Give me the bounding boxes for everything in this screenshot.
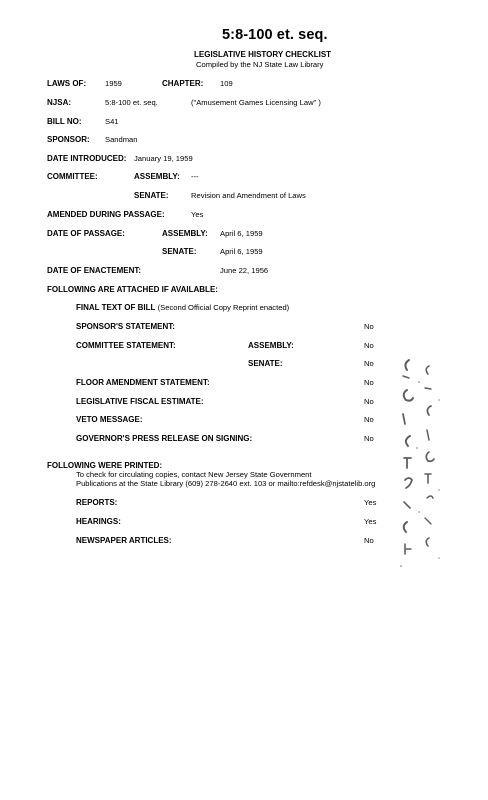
njsa-short-title: ("Amusement Games Licensing Law" ) — [191, 98, 321, 107]
committee-label: COMMITTEE: — [47, 172, 98, 181]
laws-of-value: 1959 — [105, 79, 122, 88]
do-not-remove-stamp — [395, 352, 447, 574]
committee-statement-assembly-value: No — [364, 341, 374, 350]
committee-statement-label: COMMITTEE STATEMENT: — [76, 341, 176, 350]
newspaper-articles-label: NEWSPAPER ARTICLES: — [76, 536, 172, 545]
final-text-line — [76, 303, 289, 312]
amended-label: AMENDED DURING PASSAGE: — [47, 210, 165, 219]
sponsor-statement-label: SPONSOR'S STATEMENT: — [76, 322, 175, 331]
final-text-note: (Second Official Copy Reprint enacted) — [157, 303, 290, 312]
press-release-value: No — [364, 434, 374, 443]
printed-note-line-2: Publications at the State Library (609) 278-2640 ext. 103 or mailto:refdesk@njstatelib.org — [76, 479, 376, 488]
njsa-value: 5:8-100 et. seq. — [105, 98, 158, 107]
laws-of-label: LAWS OF: — [47, 79, 87, 88]
press-release-label: GOVERNOR'S PRESS RELEASE ON SIGNING: — [76, 434, 253, 443]
veto-message-value: No — [364, 415, 374, 424]
reports-value: Yes — [364, 498, 377, 507]
committee-assembly-label: ASSEMBLY: — [134, 172, 180, 181]
final-text-label: FINAL TEXT OF BILL — [76, 303, 156, 312]
date-of-enactment-label: DATE OF ENACTEMENT: — [47, 266, 142, 275]
fiscal-estimate-label: LEGISLATIVE FISCAL ESTIMATE: — [76, 397, 204, 406]
passage-assembly-value: April 6, 1959 — [220, 229, 263, 238]
passage-senate-label: SENATE: — [162, 247, 197, 256]
passage-senate-value: April 6, 1959 — [220, 247, 263, 256]
printed-note-line-1: To check for circulating copies, contact New Jersey State Government — [76, 470, 312, 479]
newspaper-articles-value: No — [364, 536, 374, 545]
passage-assembly-label: ASSEMBLY: — [162, 229, 208, 238]
committee-senate-label: SENATE: — [134, 191, 169, 200]
sponsor-value: Sandman — [105, 135, 138, 144]
chapter-label: CHAPTER: — [162, 79, 204, 88]
committee-assembly-value: --- — [191, 172, 199, 181]
date-of-enactment-value: June 22, 1956 — [220, 266, 269, 275]
committee-statement-senate-value: No — [364, 359, 374, 368]
date-introduced-label: DATE INTRODUCED: — [47, 154, 127, 163]
bill-no-label: BILL NO: — [47, 117, 82, 126]
attached-heading: FOLLOWING ARE ATTACHED IF AVAILABLE: — [47, 285, 218, 294]
amended-value: Yes — [191, 210, 204, 219]
chapter-value: 109 — [220, 79, 233, 88]
document-subtitle: LEGISLATIVE HISTORY CHECKLIST — [194, 50, 332, 59]
committee-senate-value: Revision and Amendment of Laws — [191, 191, 306, 200]
date-of-passage-label: DATE OF PASSAGE: — [47, 229, 125, 238]
printed-heading: FOLLOWING WERE PRINTED: — [47, 461, 163, 470]
veto-message-label: VETO MESSAGE: — [76, 415, 143, 424]
bill-no-value: S41 — [105, 117, 119, 126]
sponsor-label: SPONSOR: — [47, 135, 90, 144]
committee-statement-assembly-label: ASSEMBLY: — [248, 341, 294, 350]
reports-label: REPORTS: — [76, 498, 118, 507]
sponsor-statement-value: No — [364, 322, 374, 331]
njsa-label: NJSA: — [47, 98, 72, 107]
hearings-value: Yes — [364, 517, 377, 526]
fiscal-estimate-value: No — [364, 397, 374, 406]
floor-amendment-label: FLOOR AMENDMENT STATEMENT: — [76, 378, 210, 387]
compiled-by-line: Compiled by the NJ State Law Library — [196, 60, 324, 69]
committee-statement-senate-label: SENATE: — [248, 359, 283, 368]
floor-amendment-value: No — [364, 378, 374, 387]
date-introduced-value: January 19, 1959 — [134, 154, 193, 163]
hearings-label: HEARINGS: — [76, 517, 121, 526]
page-title: 5:8-100 et. seq. — [222, 27, 328, 43]
